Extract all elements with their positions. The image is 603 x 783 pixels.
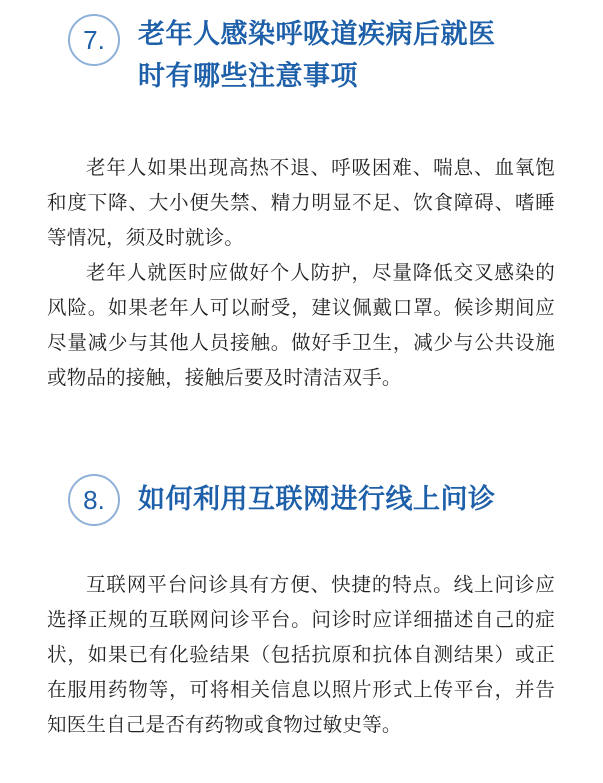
section-8-body [47, 567, 555, 742]
section-8-number: 8. [68, 474, 120, 526]
section-7-paragraph-2: 老年人就医时应做好个人防护，尽量降低交叉感染的风险。如果老年人可以耐受，建议佩戴口罩。候诊期间应尽量减少与其他人员接触。做好手卫生，减少与公共设施或物品的接触，接触后要及时清洁双手。 [47, 261, 555, 389]
section-7-paragraph-1: 老年人如果出现高热不退、呼吸困难、喘息、血氧饱和度下降、大小便失禁、精力明显不足、饮食障碍、嗜睡等情况，须及时就诊。 [47, 156, 555, 249]
section-7-title: 老年人感染呼吸道疾病后就医时有哪些注意事项 [138, 19, 496, 92]
section-7-number: 7. [68, 14, 120, 66]
section-8-title: 如何利用互联网进行线上问诊 [138, 484, 496, 515]
section-7-heading [68, 14, 518, 98]
section-7-body [47, 150, 555, 395]
section-8-paragraph-1: 互联网平台问诊具有方便、快捷的特点。线上问诊应选择正规的互联网问诊平台。问诊时应详细描述自己的症状，如果已有化验结果（包括抗原和抗体自测结果）或正在服用药物等，可将相关信息以照片形式上传平台，并告知医生自己是否有药物或食物过敏史等。 [47, 573, 555, 736]
section-8-heading [68, 474, 558, 526]
